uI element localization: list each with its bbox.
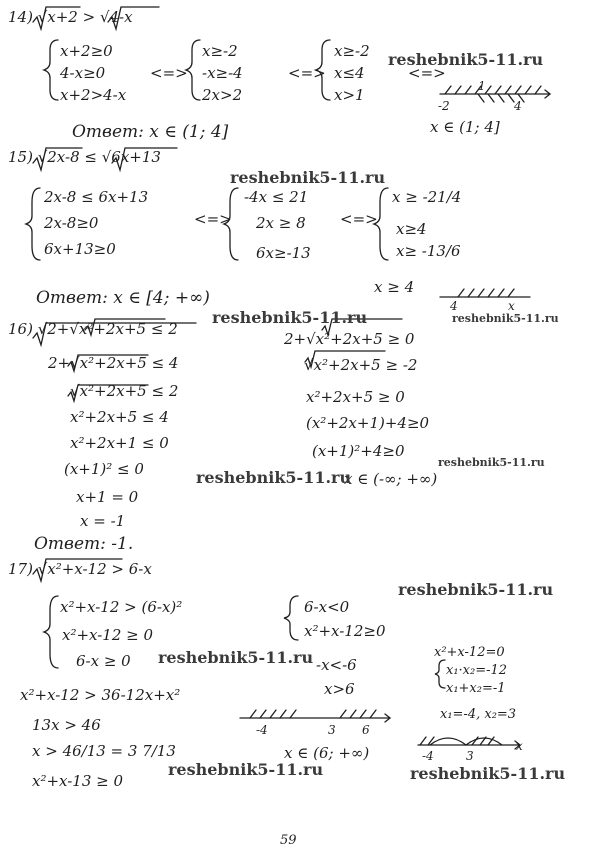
p14-sys1-line: x+2≥0 — [60, 42, 113, 60]
p14-axis-tick: -2 — [438, 99, 450, 113]
watermark: reshebnik5-11.ru — [438, 456, 545, 469]
p15-equivalence: <=> — [340, 210, 378, 228]
p15-answer: Ответ: x ∈ [4; +∞) — [36, 288, 210, 308]
p16-left-step: √x²+2x+5 ≤ 2 — [70, 382, 179, 400]
watermark: reshebnik5-11.ru — [398, 580, 554, 599]
p14-equivalence: <=> — [288, 64, 326, 82]
p17-left-step: x²+x-13 ≥ 0 — [32, 772, 124, 790]
p16-right-step: (x+1)²+4≥0 — [312, 442, 405, 460]
p17-sys2-line: x²+x-12≥0 — [304, 622, 386, 640]
p17-mid-step: x>6 — [324, 680, 355, 698]
p15-sys1-line: 2x-8 ≤ 6x+13 — [44, 188, 149, 206]
p17-axis-tick: 6 — [362, 723, 370, 737]
p16-right-step: 2+√x²+2x+5 ≥ 0 — [284, 330, 415, 348]
p17-vieta-line: x₁·x₂=-12 — [446, 663, 508, 678]
p16-right-step: √x²+2x+5 ≥ -2 — [304, 356, 418, 374]
problem-15-title: 15) √2x-8 ≤ √6x+13 — [8, 148, 161, 166]
watermark: reshebnik5-11.ru — [388, 50, 544, 69]
p14-sys1-line: x+2>4-x — [60, 86, 127, 104]
p16-left-step: 2+√x²+2x+5 ≤ 4 — [48, 354, 179, 372]
p15-sys3-line: x≥ -13/6 — [396, 242, 461, 260]
p14-axis-tick: 1 — [478, 79, 486, 93]
p17-result: x ∈ (6; +∞) — [284, 744, 370, 762]
p17-axis-tick: 3 — [466, 749, 474, 763]
p15-axis-tick: x — [508, 299, 515, 313]
p14-sys3-line: x≥-2 — [334, 42, 370, 60]
p14-equivalence: <=> — [150, 64, 188, 82]
p14-equivalence: <=> — [408, 64, 446, 82]
watermark: reshebnik5-11.ru — [230, 168, 386, 187]
hatching — [250, 710, 376, 718]
page-number: 59 — [280, 833, 297, 848]
p17-vieta-line: x₁+x₂=-1 — [446, 681, 506, 696]
watermark: reshebnik5-11.ru — [196, 468, 352, 487]
hatching — [458, 289, 514, 297]
p17-sys2-line: 6-x<0 — [304, 598, 350, 616]
brace — [44, 40, 58, 100]
p15-sys2-line: 2x ≥ 8 — [256, 214, 306, 232]
problem-17-title: 17) √x²+x-12 > 6-x — [8, 560, 152, 578]
p16-right-step: x ∈ (-∞; +∞) — [344, 470, 438, 488]
p17-mid-step: -x<-6 — [316, 656, 357, 674]
p14-sys3-line: x>1 — [334, 86, 365, 104]
p17-axis-tick: -4 — [422, 749, 434, 763]
p17-left-step: x²+x-12 > 36-12x+x² — [20, 686, 181, 704]
p15-sys1-line: 6x+13≥0 — [44, 240, 116, 258]
p16-right-step: (x²+2x+1)+4≥0 — [306, 414, 430, 432]
p15-sys3-line: x≥4 — [396, 220, 427, 238]
p16-left-step: x²+2x+1 ≤ 0 — [70, 434, 169, 452]
brace — [284, 596, 298, 640]
p14-sys2-line: x≥-2 — [202, 42, 238, 60]
p16-left-step: (x+1)² ≤ 0 — [64, 460, 144, 478]
p16-left-step: x = -1 — [80, 512, 126, 530]
problem-14-title: 14) √x+2 > √4-x — [8, 8, 133, 26]
p15-sys2-line: 6x≥-13 — [256, 244, 311, 262]
p15-axis-tick: 4 — [450, 299, 458, 313]
p14-answer: Ответ: x ∈ (1; 4] — [72, 122, 229, 142]
hatching — [445, 86, 541, 94]
p17-axis-tick: x — [516, 739, 523, 753]
watermark: reshebnik5-11.ru — [452, 312, 559, 325]
p14-sys2-line: -x≥-4 — [202, 64, 243, 82]
brace — [186, 40, 200, 100]
p14-axis-tick: 4 — [514, 99, 522, 113]
p14-result: x ∈ (1; 4] — [430, 118, 500, 136]
p14-sys2-line: 2x>2 — [202, 86, 243, 104]
p14-sys1-line: 4-x≥0 — [60, 64, 106, 82]
p17-axis-tick: 3 — [328, 723, 336, 737]
p16-left-step: x²+2x+5 ≤ 4 — [70, 408, 169, 426]
p17-sys1-line: x²+x-12 ≥ 0 — [62, 626, 154, 644]
p15-sys3-line: x ≥ -21/4 — [392, 188, 462, 206]
p15-sys2-line: -4x ≤ 21 — [244, 188, 309, 206]
p17-left-step: x > 46/13 = 3 7/13 — [32, 742, 176, 760]
p17-sys1-line: 6-x ≥ 0 — [76, 652, 131, 670]
p15-sys1-line: 2x-8≥0 — [44, 214, 99, 232]
watermark: reshebnik5-11.ru — [212, 308, 368, 327]
p16-answer: Ответ: -1. — [34, 534, 134, 554]
brace — [435, 660, 445, 688]
p14-sys3-line: x≤4 — [334, 64, 365, 82]
p15-equivalence: <=> — [194, 210, 232, 228]
watermark: reshebnik5-11.ru — [410, 764, 566, 783]
p17-vieta-line: x₁=-4, x₂=3 — [440, 707, 517, 722]
p16-left-step: x+1 = 0 — [76, 488, 139, 506]
brace — [44, 596, 58, 668]
problem-16-title: 16) √2+√x²+2x+5 ≤ 2 — [8, 320, 178, 338]
p17-left-step: 13x > 46 — [32, 716, 101, 734]
p16-right-step: x²+2x+5 ≥ 0 — [306, 388, 405, 406]
p17-sys1-line: x²+x-12 > (6-x)² — [60, 598, 183, 616]
p15-result: x ≥ 4 — [374, 278, 415, 296]
brace — [26, 188, 40, 260]
watermark: reshebnik5-11.ru — [158, 648, 314, 667]
p17-axis-tick: -4 — [256, 723, 268, 737]
p17-vieta-line: x²+x-12=0 — [434, 645, 505, 660]
watermark: reshebnik5-11.ru — [168, 760, 324, 779]
